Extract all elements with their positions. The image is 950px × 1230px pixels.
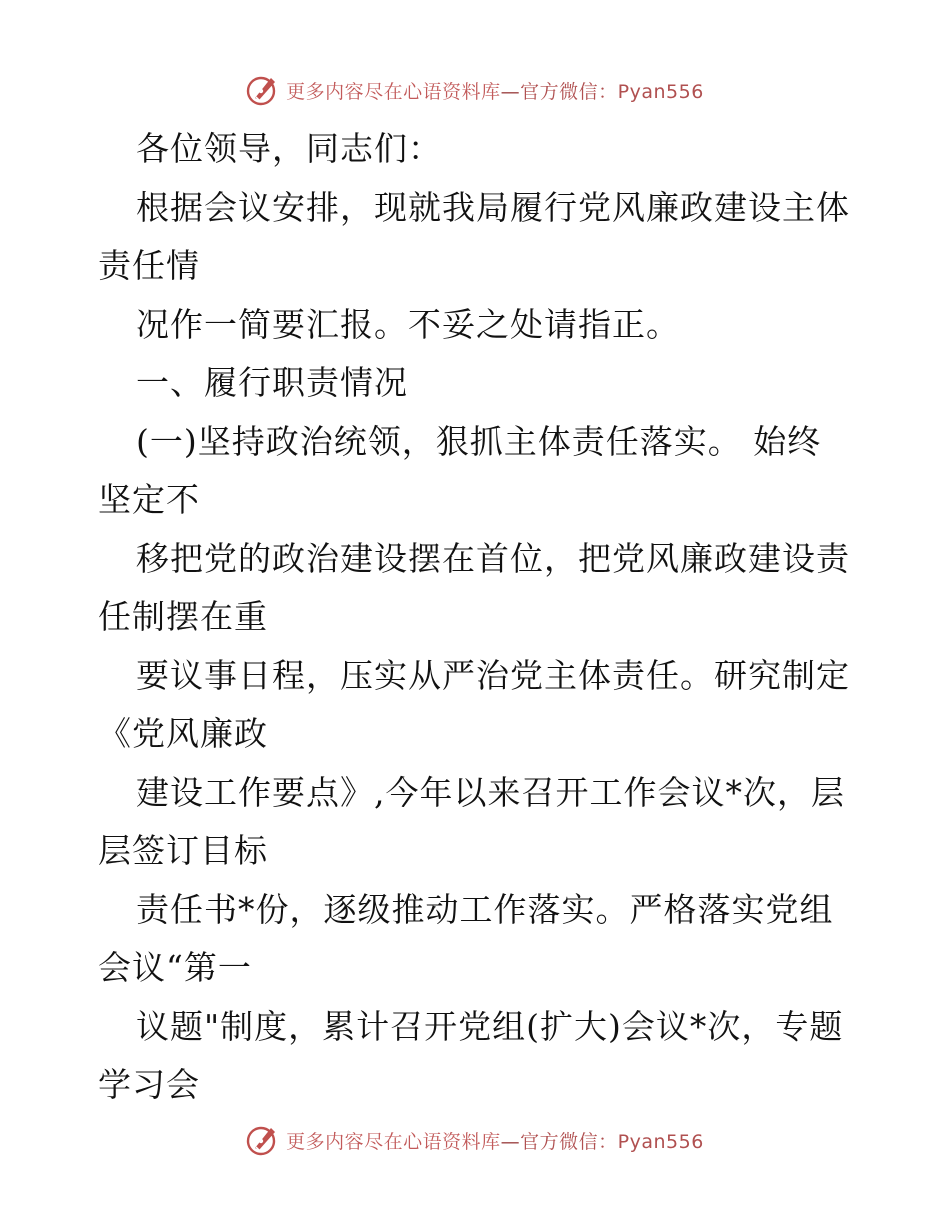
text-line: 议题"制度，累计召开党组(扩大)会议*次，专题 <box>136 1006 844 1046</box>
text-line: 移把党的政治建设摆在首位，把党风廉政建设责 <box>136 538 850 578</box>
header-banner <box>0 72 950 108</box>
quill-pen-icon <box>246 73 280 107</box>
text-line: 况作一简要汇报。不妥之处请指正。 <box>136 304 680 344</box>
banner-contact: 官方微信：Pyan556 <box>520 1130 704 1153</box>
text-line: 责任情 <box>98 246 200 285</box>
banner-text <box>286 77 704 104</box>
text-line: 责任书*份，逐级推动工作落实。严格落实党组 <box>136 889 834 929</box>
text-line: 学习会 <box>98 1065 200 1104</box>
text-line: 层签订目标 <box>98 831 268 870</box>
banner-brand: 更多内容尽在心语资料库 <box>286 1130 501 1153</box>
banner-contact: 官方微信：Pyan556 <box>520 80 704 103</box>
text-line: 一、履行职责情况 <box>136 363 408 402</box>
text-line: 要议事日程，压实从严治党主体责任。研究制定 <box>136 655 850 695</box>
banner-text <box>286 1127 704 1154</box>
text-line: 根据会议安排，现就我局履行党风廉政建设主体 <box>136 187 850 227</box>
text-line: 各位领导，同志们： <box>136 129 442 168</box>
text-line: 建设工作要点》,今年以来召开工作会议*次，层 <box>136 772 845 812</box>
banner-separator: — <box>500 1130 521 1153</box>
banner-separator: — <box>500 80 521 103</box>
text-line: 坚定不 <box>98 480 200 519</box>
text-line: 《党风廉政 <box>98 714 268 753</box>
text-line: 任制摆在重 <box>98 597 268 636</box>
banner-brand: 更多内容尽在心语资料库 <box>286 80 501 103</box>
footer-banner <box>0 1122 950 1158</box>
text-line: 会议“第一 <box>98 948 252 987</box>
quill-pen-icon <box>246 1123 280 1157</box>
document-body <box>98 120 858 1115</box>
text-line: (一)坚持政治统领，狠抓主体责任落实。 始终 <box>136 421 822 461</box>
